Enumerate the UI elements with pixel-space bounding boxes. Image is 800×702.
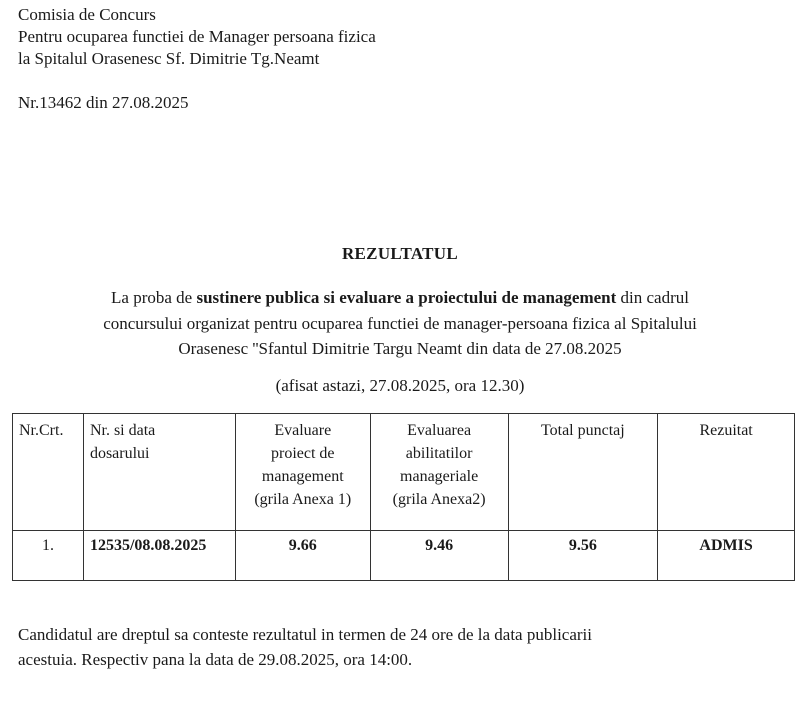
footer-line-1: Candidatul are dreptul sa conteste rezultatul in termen de 24 ore de la data publicarii: [18, 625, 592, 644]
commission-name: Comisia de Concurs: [18, 5, 156, 24]
cell-rezultat: ADMIS: [658, 531, 795, 581]
cell-total: 9.56: [508, 531, 658, 581]
intro-bold: sustinere publica si evaluare a proiectului de management: [196, 288, 617, 307]
header-evaluare-proiect: Evaluare proiect de management (grila Anexa 1): [235, 414, 370, 531]
intro-line-2: concursului organizat pentru ocuparea functiei de manager-persoana fizica al Spitalului: [103, 314, 697, 333]
hospital-name: la Spitalul Orasenesc Sf. Dimitrie Tg.Neamt: [18, 49, 320, 68]
footer-line-2: acestuia. Respectiv pana la data de 29.08.2025, ora 14:00.: [18, 650, 413, 669]
page-title: REZULTATUL: [341, 244, 459, 263]
header-total: Total punctaj: [508, 414, 658, 531]
cell-proiect: 9.66: [235, 531, 370, 581]
posted-note: (afisat astazi, 27.08.2025, ora 12.30): [275, 376, 525, 395]
table-header-row: [13, 414, 795, 531]
document-number: Nr.13462 din 27.08.2025: [18, 93, 189, 112]
cell-nr: 1.: [13, 531, 84, 581]
cell-abilitati: 9.46: [370, 531, 508, 581]
table-row: [13, 531, 795, 581]
results-table: [12, 413, 795, 581]
header-evaluare-abilitati: Evaluarea abilitatilor manageriale (grila Anexa2): [370, 414, 508, 531]
commission-purpose: Pentru ocuparea functiei de Manager persoana fizica: [18, 27, 376, 46]
cell-dosar: 12535/08.08.2025: [83, 531, 235, 581]
header-rezultat: Rezuitat: [658, 414, 795, 531]
intro-line-3: Orasenesc ''Sfantul Dimitrie Targu Neamt din data de 27.08.2025: [178, 339, 622, 358]
header-dosar: Nr. si data dosarului: [83, 414, 235, 531]
intro-line-1: [0, 286, 800, 310]
intro-prefix: La proba de: [111, 288, 197, 307]
intro-suffix: din cadrul: [616, 288, 689, 307]
header-nr-crt: Nr.Crt.: [13, 414, 84, 531]
